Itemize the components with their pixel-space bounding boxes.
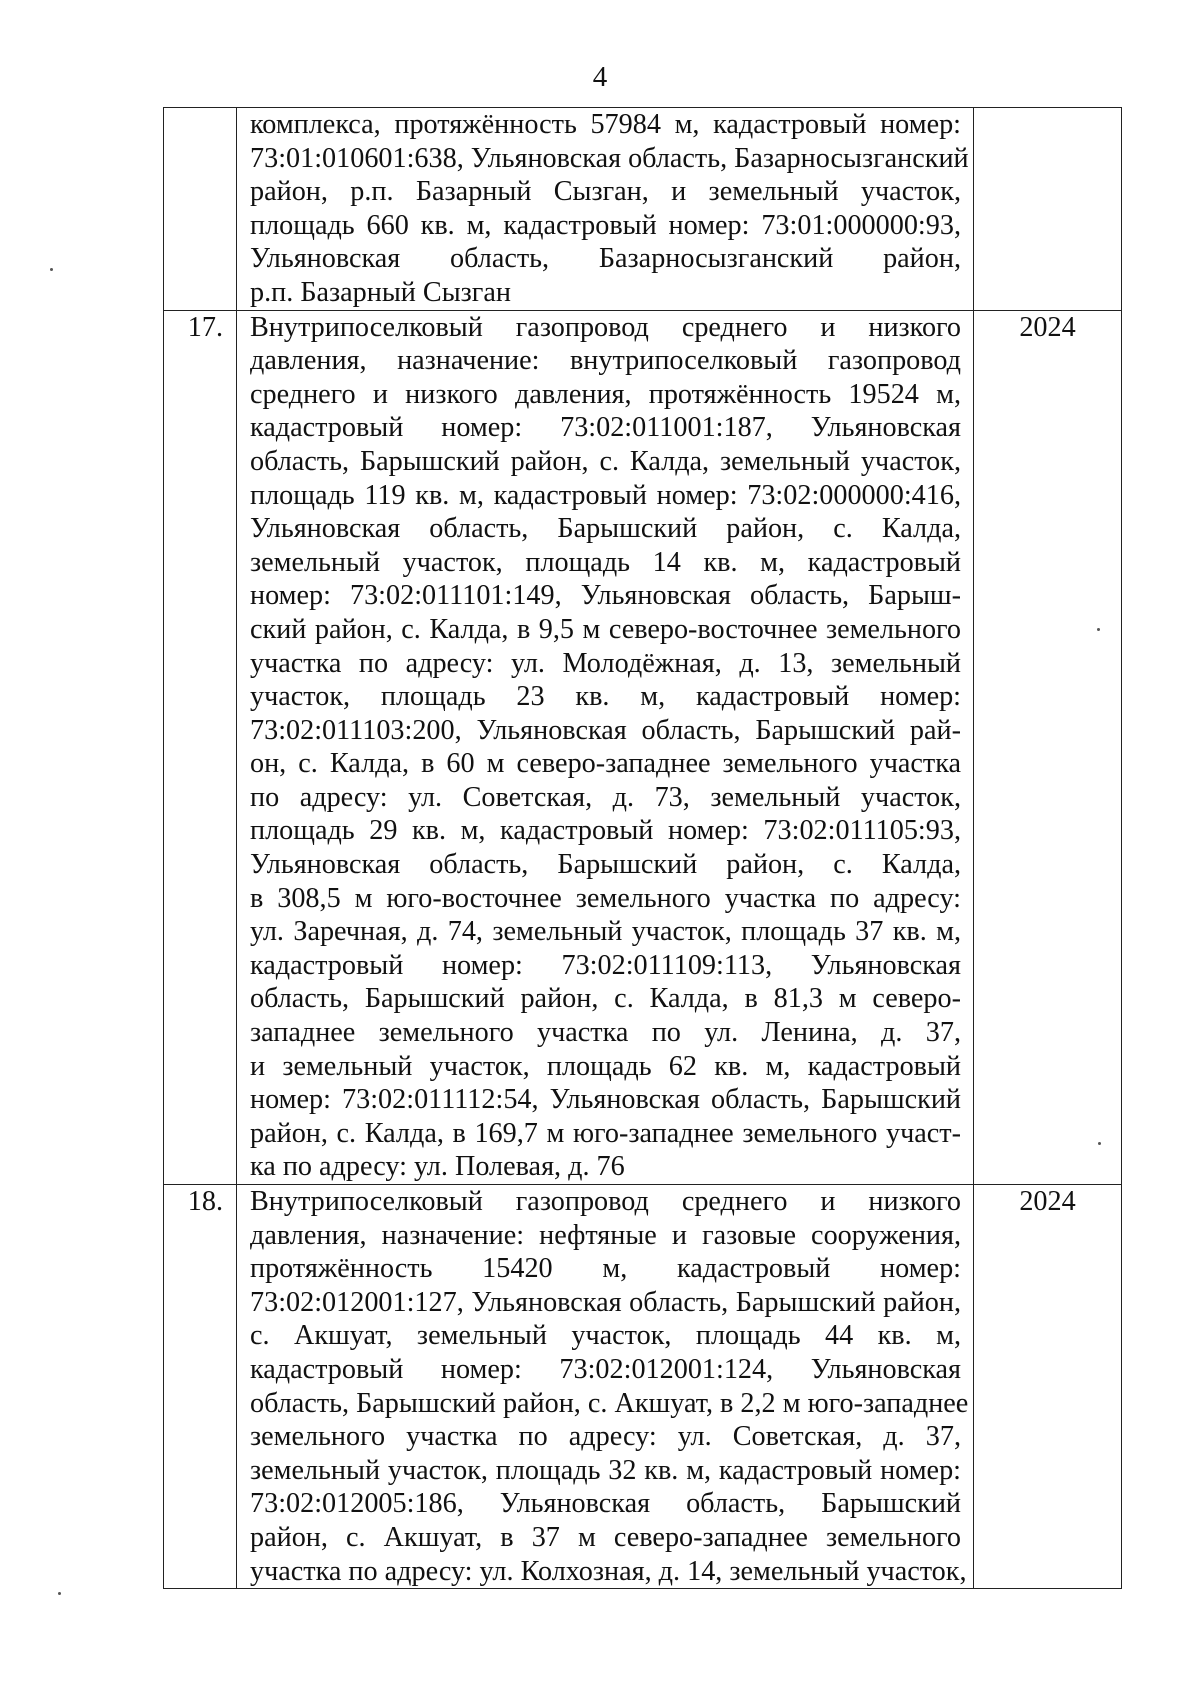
description-line: площадь 29 кв. м, кадастровый номер: 73:02:011105:93, (250, 815, 961, 847)
description-line: протяжённость 15420 м, кадастровый номер: (250, 1253, 961, 1285)
description-line: участка по адресу: ул. Колхозная, д. 14, земельный участок, (250, 1555, 967, 1587)
description-line: давления, назначение: внутрипоселковый газопровод (250, 345, 961, 377)
description-line: 73:02:011103:200, Ульяновская область, Барышский рай- (250, 714, 961, 746)
description-line: Ульяновская область, Барышский район, с. Калда, (250, 513, 961, 545)
row-number: 18. (164, 1185, 237, 1589)
description-line: земельный участок, площадь 14 кв. м, кадастровый (250, 546, 961, 578)
description-line: западнее земельного участка по ул. Ленина, д. 37, (250, 1017, 961, 1049)
scan-speck (50, 268, 53, 271)
scan-speck (1097, 628, 1100, 631)
year-cell: 2024 (974, 1185, 1122, 1589)
description-line: кадастровый номер: 73:02:012001:124, Ульяновская (250, 1353, 961, 1385)
description-line: участка по адресу: ул. Молодёжная, д. 13, земельный (250, 647, 961, 679)
year-cell (974, 108, 1122, 311)
year-cell: 2024 (974, 310, 1122, 1184)
description-line: область, Барышский район, с. Калда, в 81,3 м северо- (250, 983, 961, 1015)
description-line: 73:01:010601:638, Ульяновская область, Базарносызганский (250, 142, 969, 174)
description-line: комплекса, протяжённость 57984 м, кадастровый номер: (250, 109, 961, 140)
description-line: 73:02:012001:127, Ульяновская область, Барышский район, (250, 1286, 961, 1318)
description-line: Ульяновская область, Барышский район, с. Калда, (250, 849, 961, 881)
description-line: давления, назначение: нефтяные и газовые сооружения, (250, 1219, 961, 1251)
table-row (164, 108, 1122, 311)
description-line: номер: 73:02:011101:149, Ульяновская область, Барыш- (250, 580, 961, 612)
description-line: площадь 660 кв. м, кадастровый номер: 73:01:000000:93, (250, 209, 961, 241)
description-line: ский район, с. Калда, в 9,5 м северо-восточнее земельного (250, 613, 961, 645)
description-line: номер: 73:02:011112:54, Ульяновская область, Барышский (250, 1084, 961, 1116)
description-line: по адресу: ул. Советская, д. 73, земельный участок, (250, 781, 961, 813)
page-number: 4 (592, 61, 608, 93)
description-line: земельный участок, площадь 32 кв. м, кадастровый номер: (250, 1454, 961, 1486)
table-body (164, 108, 1122, 1589)
description-line: в 308,5 м юго-восточнее земельного участка по адресу: (250, 882, 961, 914)
description-line: 73:02:012005:186, Ульяновская область, Барышский (250, 1488, 961, 1520)
description-line: он, с. Калда, в 60 м северо-западнее земельного участка (250, 748, 961, 780)
description-line: и земельный участок, площадь 62 кв. м, кадастровый (250, 1050, 961, 1082)
description-line: область, Барышский район, с. Акшуат, в 2,2 м юго-западнее (250, 1387, 969, 1419)
description-line: ул. Заречная, д. 74, земельный участок, площадь 37 кв. м, (250, 916, 961, 948)
description-line: земельного участка по адресу: ул. Советская, д. 37, (250, 1421, 961, 1453)
description-line: р.п. Базарный Сызган (250, 276, 511, 308)
description-line: Внутрипоселковый газопровод среднего и низкого (250, 311, 961, 343)
description-line: кадастровый номер: 73:02:011109:113, Ульяновская (250, 949, 961, 981)
description-line: участок, площадь 23 кв. м, кадастровый номер: (250, 681, 961, 713)
description-line: область, Барышский район, с. Калда, земельный участок, (250, 445, 961, 477)
description-line: район, р.п. Базарный Сызган, и земельный участок, (250, 176, 961, 208)
object-list-table (163, 107, 1122, 1589)
description-line: среднего и низкого давления, протяжённость 19524 м, (250, 378, 961, 410)
description-line: ка по адресу: ул. Полевая, д. 76 (250, 1151, 625, 1183)
scan-speck (58, 1592, 61, 1595)
description-line: Ульяновская область, Базарносызганский район, (250, 243, 961, 275)
row-number: 17. (164, 310, 237, 1184)
scan-speck (1098, 1142, 1101, 1145)
object-description (237, 108, 974, 311)
table-row (164, 310, 1122, 1184)
description-line: с. Акшуат, земельный участок, площадь 44 кв. м, (250, 1320, 961, 1352)
table-row (164, 1185, 1122, 1589)
description-line: Внутрипоселковый газопровод среднего и низкого (250, 1186, 961, 1217)
object-description (237, 310, 974, 1184)
row-number (164, 108, 237, 311)
description-line: район, с. Акшуат, в 37 м северо-западнее земельного (250, 1521, 961, 1553)
description-line: район, с. Калда, в 169,7 м юго-западнее земельного участ- (250, 1117, 961, 1149)
object-description (237, 1185, 974, 1589)
description-line: площадь 119 кв. м, кадастровый номер: 73:02:000000:416, (250, 479, 961, 511)
description-line: кадастровый номер: 73:02:011001:187, Ульяновская (250, 412, 961, 444)
